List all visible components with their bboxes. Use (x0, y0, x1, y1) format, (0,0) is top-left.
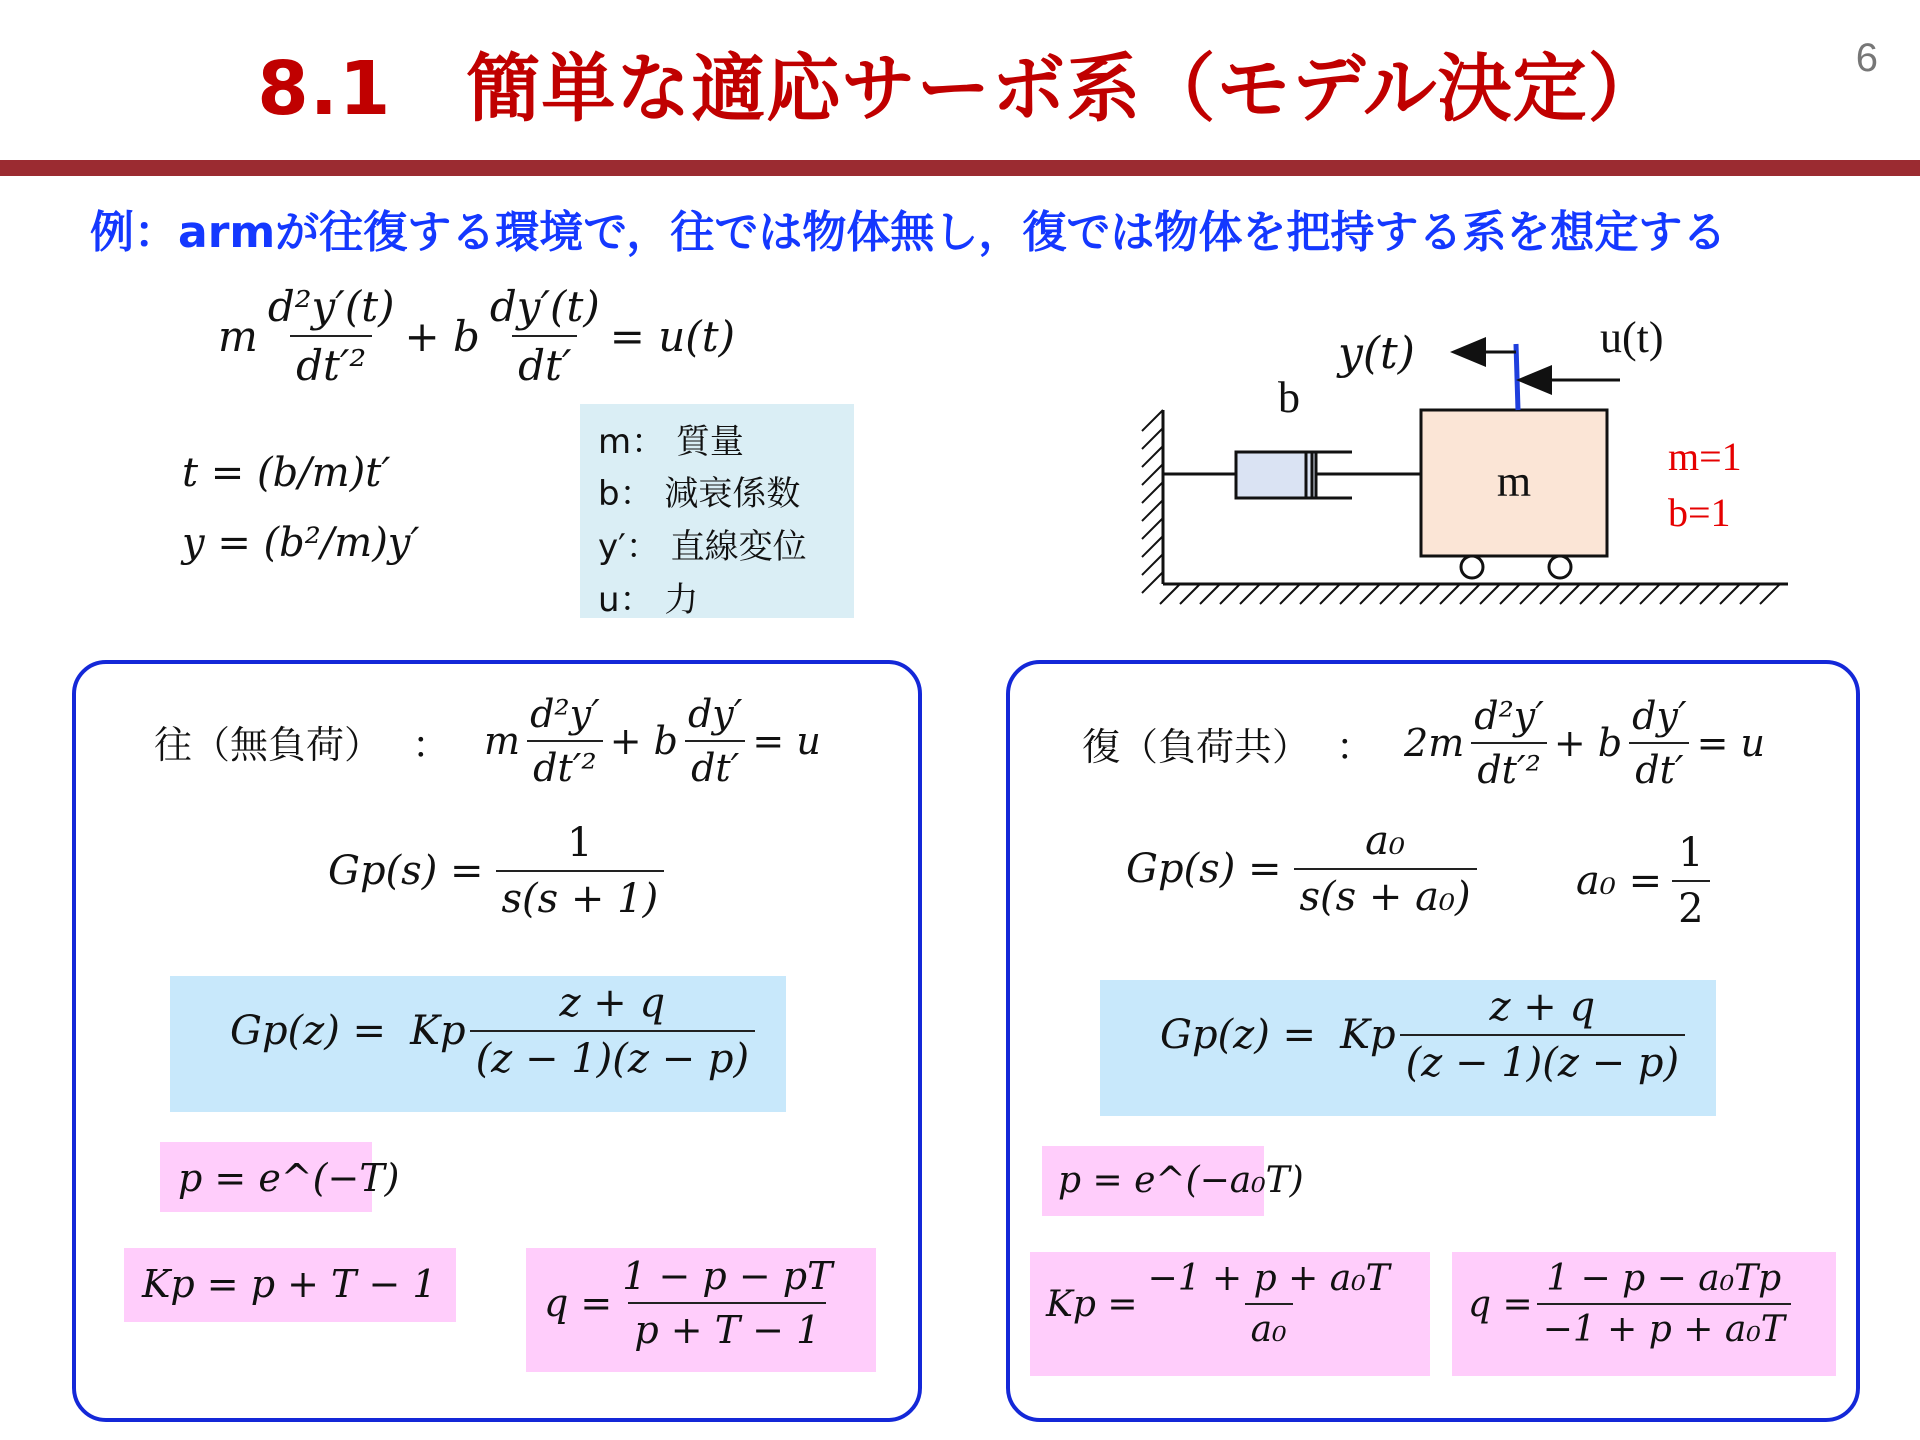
kp-fraction (1142, 1258, 1396, 1350)
page-number: 6 (1855, 36, 1878, 80)
unloaded-label: 往（無負荷） (154, 722, 383, 767)
loaded-label: 復（負荷共） (1082, 724, 1311, 769)
legend-symbol: u： (598, 580, 654, 620)
a0-den: 2 (1672, 880, 1709, 932)
eq-fraction-num: d²y′(t) (267, 282, 395, 331)
q-num: 1 − p − a₀Tp (1546, 1258, 1782, 1299)
q-den: −1 + p + a₀T (1537, 1303, 1791, 1350)
unloaded-ode (484, 692, 821, 790)
equation-of-motion (218, 282, 735, 390)
gpz-gain: Kp (1340, 1012, 1396, 1058)
legend-meaning: 直線変位 (670, 527, 807, 567)
legend-symbol: y′： (598, 527, 660, 567)
eq-fraction-vel (484, 282, 606, 390)
q-fraction (1537, 1258, 1791, 1350)
ode-plus-b: + b (609, 719, 678, 763)
q-num: 1 − p − pT (622, 1254, 833, 1298)
example-subtitle: 例：armが往復する環境で，往では物体無し，復では物体を把持する系を想定する (90, 207, 1727, 258)
ground-hatching (1160, 584, 1780, 604)
unloaded-kp-eq: Kp = p + T − 1 (142, 1262, 437, 1306)
gpz-gain: Kp (410, 1008, 466, 1054)
gps-lhs: Gp(s) = (1126, 846, 1282, 892)
param-damping: b=1 (1668, 490, 1731, 535)
page-title: 8.1 簡単な適応サーボ系（モデル決定） (257, 46, 1663, 132)
legend-meaning: 力 (664, 580, 699, 620)
unloaded-transfer-z (230, 980, 759, 1082)
gps-fraction (1294, 818, 1477, 920)
eq-plus-b: + b (404, 311, 480, 361)
legend-symbol: b： (598, 474, 654, 514)
ode-num: dy′ (687, 692, 743, 736)
wheel-right (1549, 556, 1571, 578)
ode-fraction-vel (682, 692, 748, 790)
gpz-num: z + q (1489, 984, 1596, 1030)
gps-den: s(s + 1) (496, 870, 665, 922)
a0-fraction (1672, 830, 1709, 932)
ode-den: dt′² (1471, 742, 1546, 792)
gpz-den: (z − 1)(z − p) (470, 1030, 756, 1082)
eq-fraction-num: dy′(t) (489, 282, 600, 331)
wheel-left (1461, 556, 1483, 578)
ode-fraction-vel (1626, 694, 1692, 792)
kp-num: −1 + p + a₀T (1147, 1258, 1390, 1299)
mass-label: m (1496, 457, 1532, 506)
loaded-transfer-z (1160, 984, 1689, 1086)
param-mass: m=1 (1668, 434, 1742, 479)
ode-den: dt′ (685, 740, 745, 790)
a0-definition (1576, 830, 1714, 932)
wall-hatching (1142, 410, 1163, 593)
q-lhs: q = (1468, 1283, 1533, 1325)
damper-cylinder (1236, 452, 1316, 498)
ode-den: dt′² (527, 740, 602, 790)
loaded-p-eq: p = e^(−a₀T) (1058, 1160, 1304, 1201)
gpz-num: z + q (559, 980, 666, 1026)
ode-num: d²y′ (530, 692, 600, 736)
ode-plus-b: + b (1553, 721, 1623, 765)
ode-fraction-accel (1468, 694, 1550, 792)
unloaded-q-eq (544, 1254, 842, 1352)
mass-damper-diagram (1120, 300, 1820, 620)
q-fraction (616, 1254, 838, 1352)
gps-lhs: Gp(s) = (328, 848, 484, 894)
gps-fraction (496, 820, 665, 922)
ode-mass: 2m (1404, 721, 1465, 765)
loaded-transfer-s (1126, 818, 1481, 920)
unloaded-transfer-s (328, 820, 668, 922)
eq-mass-symbol: m (218, 311, 258, 361)
unloaded-equation (154, 692, 821, 790)
eq-rhs: = u(t) (609, 311, 735, 361)
ode-num: d²y′ (1474, 694, 1544, 738)
kp-den: a₀ (1245, 1303, 1293, 1350)
eq-fraction-den: dt′ (512, 335, 577, 390)
force-label: u(t) (1600, 313, 1664, 362)
loaded-equation (1082, 694, 1765, 792)
ode-den: dt′ (1629, 742, 1689, 792)
kp-lhs: Kp = (1046, 1283, 1138, 1325)
gpz-den: (z − 1)(z − p) (1400, 1034, 1686, 1086)
gpz-fraction (1400, 984, 1686, 1086)
loaded-kp-eq (1046, 1258, 1400, 1350)
legend-row-mass (598, 414, 744, 463)
time-scaling-eq: t = (b/m)t′ (182, 450, 391, 496)
loaded-q-eq (1468, 1258, 1795, 1350)
eq-fraction-accel (262, 282, 401, 390)
loaded-ode (1404, 694, 1765, 792)
symbol-legend (580, 404, 854, 618)
gps-num: a₀ (1365, 818, 1406, 864)
ode-rhs: = u (1696, 721, 1765, 765)
a0-num: 1 (1678, 830, 1704, 876)
gps-den: s(s + a₀) (1294, 868, 1477, 920)
legend-row-displacement (598, 519, 807, 568)
colon: ： (1336, 724, 1375, 769)
displacement-scaling-eq: y = (b²/m)y′ (182, 520, 420, 566)
force-rod (1516, 344, 1518, 410)
legend-row-force (598, 572, 698, 621)
title-divider (0, 160, 1920, 176)
eq-fraction-den: dt′² (290, 335, 372, 390)
legend-meaning: 減衰係数 (664, 474, 801, 514)
a0-lhs: a₀ = (1576, 858, 1663, 904)
legend-row-damping (598, 466, 800, 515)
colon: ： (412, 722, 451, 767)
gpz-lhs: Gp(z) = (230, 1008, 387, 1054)
damper-label: b (1278, 373, 1300, 422)
legend-meaning: 質量 (675, 422, 744, 462)
q-lhs: q = (544, 1281, 613, 1325)
legend-symbol: m： (598, 422, 666, 462)
ode-num: dy′ (1632, 694, 1687, 738)
gpz-lhs: Gp(z) = (1160, 1012, 1317, 1058)
ode-rhs: = u (752, 719, 821, 763)
ode-mass: m (484, 719, 521, 763)
q-den: p + T − 1 (628, 1302, 826, 1352)
gps-num: 1 (567, 820, 593, 866)
displacement-label: y(t) (1338, 328, 1415, 379)
ode-fraction-accel (524, 692, 606, 790)
unloaded-p-eq: p = e^(−T) (178, 1156, 400, 1200)
gpz-fraction (470, 980, 756, 1082)
